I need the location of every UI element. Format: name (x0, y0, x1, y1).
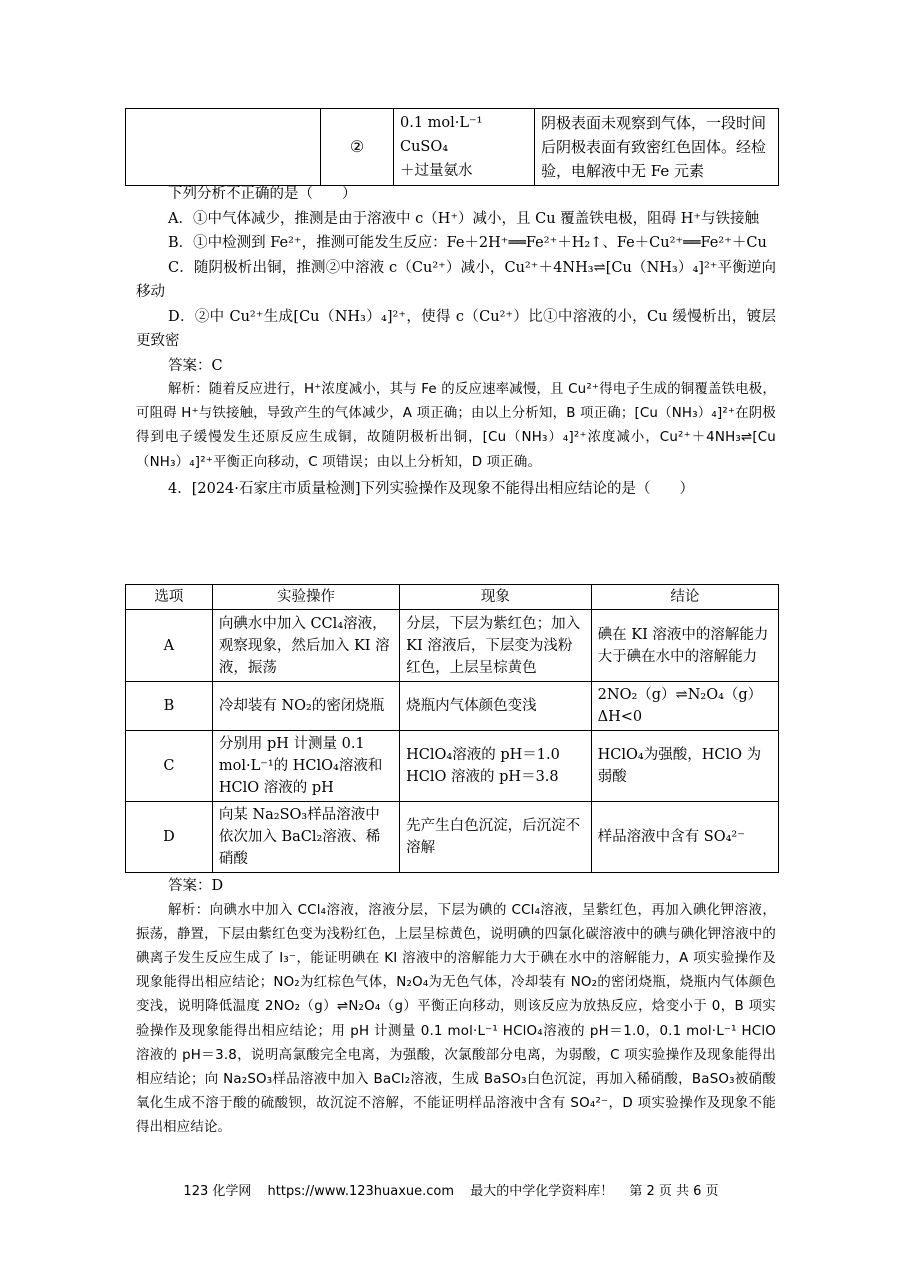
table-cell-empty (126, 109, 321, 186)
phenomenon-cell: 烧瓶内气体颜色变浅 (400, 682, 592, 731)
table-header-row (126, 585, 779, 610)
phenomenon-cell: 先产生白色沉淀，后沉淀不溶解 (400, 802, 592, 873)
question-3-block (136, 182, 776, 501)
header-operation: 实验操作 (212, 585, 399, 610)
conclusion-cell (591, 682, 778, 731)
phenomenon-line: HClO₄溶液的 pH＝1.0 (406, 747, 560, 763)
header-conclusion: 结论 (591, 585, 778, 610)
footer-page-info: 第 2 页 共 6 页 (629, 1184, 719, 1199)
answer: 答案：C (168, 357, 223, 374)
option-d: D．②中 Cu²⁺生成[Cu（NH₃）₄]²⁺，使得 c（Cu²⁺）比①中溶液的小，Cu 缓慢析出，镀层更致密 (136, 308, 776, 349)
experiment-number: ② (321, 109, 394, 186)
analysis: 解析：随着反应进行，H⁺浓度减小，其与 Fe 的反应速率减慢，且 Cu²⁺得电子生成的铜覆盖铁电极，可阻碍 H⁺与铁接触，导致产生的气体减少，A 项正确；由以上分析知，B 项正确；[Cu（NH₃）₄]²⁺在阴极得到电子缓慢发生还原反应生成铜，故随阴极析出铜，[Cu（NH₃）₄]²⁺浓度减小，Cu²⁺＋4NH₃⇌[Cu（NH₃）₄]²⁺平衡正向移动，C 项错误；由以上分析知，D 项正确。 (136, 382, 776, 470)
operation-cell: 向碘水中加入 CCl₄溶液，观察现象，然后加入 KI 溶液，振荡 (212, 610, 399, 682)
option-label: C (126, 731, 213, 802)
analysis: 解析：向碘水中加入 CCl₄溶液，溶液分层，下层为碘的 CCl₄溶液，呈紫红色，再加入碘化钾溶液，振荡，静置，下层由紫红色变为浅粉红色，上层呈棕黄色，说明碘的四氯化碳溶液中的碘与碘化钾溶液中的碘离子发生反应生成了 I₃⁻，能证明碘在 KI 溶液中的溶解能力大于碘在水中的溶解能力，A 项实验操作及现象能得出相应结论；NO₂为红棕色气体，N₂O₄为无色气体，冷却装有 NO₂的密闭烧瓶，烧瓶内气体颜色变浅，说明降低温度 2NO₂（g）⇌N₂O₄（g）平衡正向移动，则该反应为放热反应，焓变小于 0，B 项实验操作及现象能得出相应结论；用 pH 计测量 0.1 mol·L⁻¹ HClO₄溶液的 pH＝1.0，0.1 mol·L⁻¹ HClO 溶液的 pH＝3.8，说明高氯酸完全电离，为强酸，次氯酸部分电离，为弱酸，C 项实验操作及现象能得出相应结论；向 Na₂SO₃样品溶液中加入 BaCl₂溶液，生成 BaSO₃白色沉淀，再加入稀硝酸，BaSO₃被硝酸氧化生成不溶于酸的硫酸钡，故沉淀不溶解，不能证明样品溶液中含有 SO₄²⁻，D 项实验操作及现象不能得出相应结论。 (136, 902, 776, 1136)
operation-cell: 冷却装有 NO₂的密闭烧瓶 (212, 682, 399, 731)
option-b: B．①中检测到 Fe²⁺，推测可能发生反应：Fe＋2H⁺══Fe²⁺＋H₂↑、Fe＋Cu²⁺══Fe²⁺＋Cu (168, 235, 767, 251)
phenomenon-line: HClO 溶液的 pH＝3.8 (406, 769, 559, 785)
phenomenon-cell: 分层，下层为紫红色；加入 KI 溶液后，下层变为浅粉红色，上层呈棕黄色 (400, 610, 592, 682)
question-stem: 下列分析不正确的是（ ） (168, 186, 357, 202)
footer-url[interactable]: https://www.123huaxue.com (267, 1184, 455, 1199)
electrolyte-cell (394, 109, 535, 186)
footer-slogan: 最大的中学化学资料库！ (470, 1184, 614, 1199)
conclusion-line: 2NO₂（g）⇌N₂O₄（g） (597, 687, 763, 703)
page-footer (0, 1180, 902, 1199)
table-row (126, 802, 779, 873)
options-table (125, 584, 779, 873)
experiment-table-continued (125, 108, 779, 186)
table-row (126, 610, 779, 682)
observation-cell: 阴极表面未观察到气体，一段时间后阴极表面有致密红色固体。经检验，电解液中无 Fe 元素 (535, 109, 779, 186)
table-row (126, 682, 779, 731)
phenomenon-cell (400, 731, 592, 802)
header-phenomenon: 现象 (400, 585, 592, 610)
header-option: 选项 (126, 585, 213, 610)
question-4-stem: 4．[2024·石家庄市质量检测]下列实验操作及现象不能得出相应结论的是（ ） (168, 480, 695, 497)
conclusion-line: ΔH<0 (597, 709, 643, 725)
operation-cell: 分别用 pH 计测量 0.1 mol·L⁻¹的 HClO₄溶液和 HClO 溶液的 pH (212, 731, 399, 802)
option-label: D (126, 802, 213, 873)
table-row (126, 731, 779, 802)
conclusion-cell: 样品溶液中含有 SO₄²⁻ (591, 802, 778, 873)
electrolyte-line: ＋过量氨水 (400, 163, 473, 179)
electrolyte-line: 0.1 mol·L⁻¹ CuSO₄ (400, 115, 483, 155)
question-4-answer-block (136, 874, 776, 1141)
conclusion-cell: 碘在 KI 溶液中的溶解能力大于碘在水中的溶解能力 (591, 610, 778, 682)
conclusion-cell: HClO₄为强酸，HClO 为弱酸 (591, 731, 778, 802)
option-c: C．随阴极析出铜，推测②中溶液 c（Cu²⁺）减小，Cu²⁺＋4NH₃⇌[Cu（NH₃）₄]²⁺平衡逆向移动 (136, 259, 776, 300)
option-a: A．①中气体减少，推测是由于溶液中 c（H⁺）减小，且 Cu 覆盖铁电极，阻碍 H⁺与铁接触 (168, 210, 760, 227)
operation-cell: 向某 Na₂SO₃样品溶液中依次加入 BaCl₂溶液、稀硝酸 (212, 802, 399, 873)
option-label: A (126, 610, 213, 682)
table-row (126, 109, 779, 186)
option-label: B (126, 682, 213, 731)
answer: 答案：D (168, 878, 224, 894)
footer-site: 123 化学网 (183, 1184, 252, 1199)
